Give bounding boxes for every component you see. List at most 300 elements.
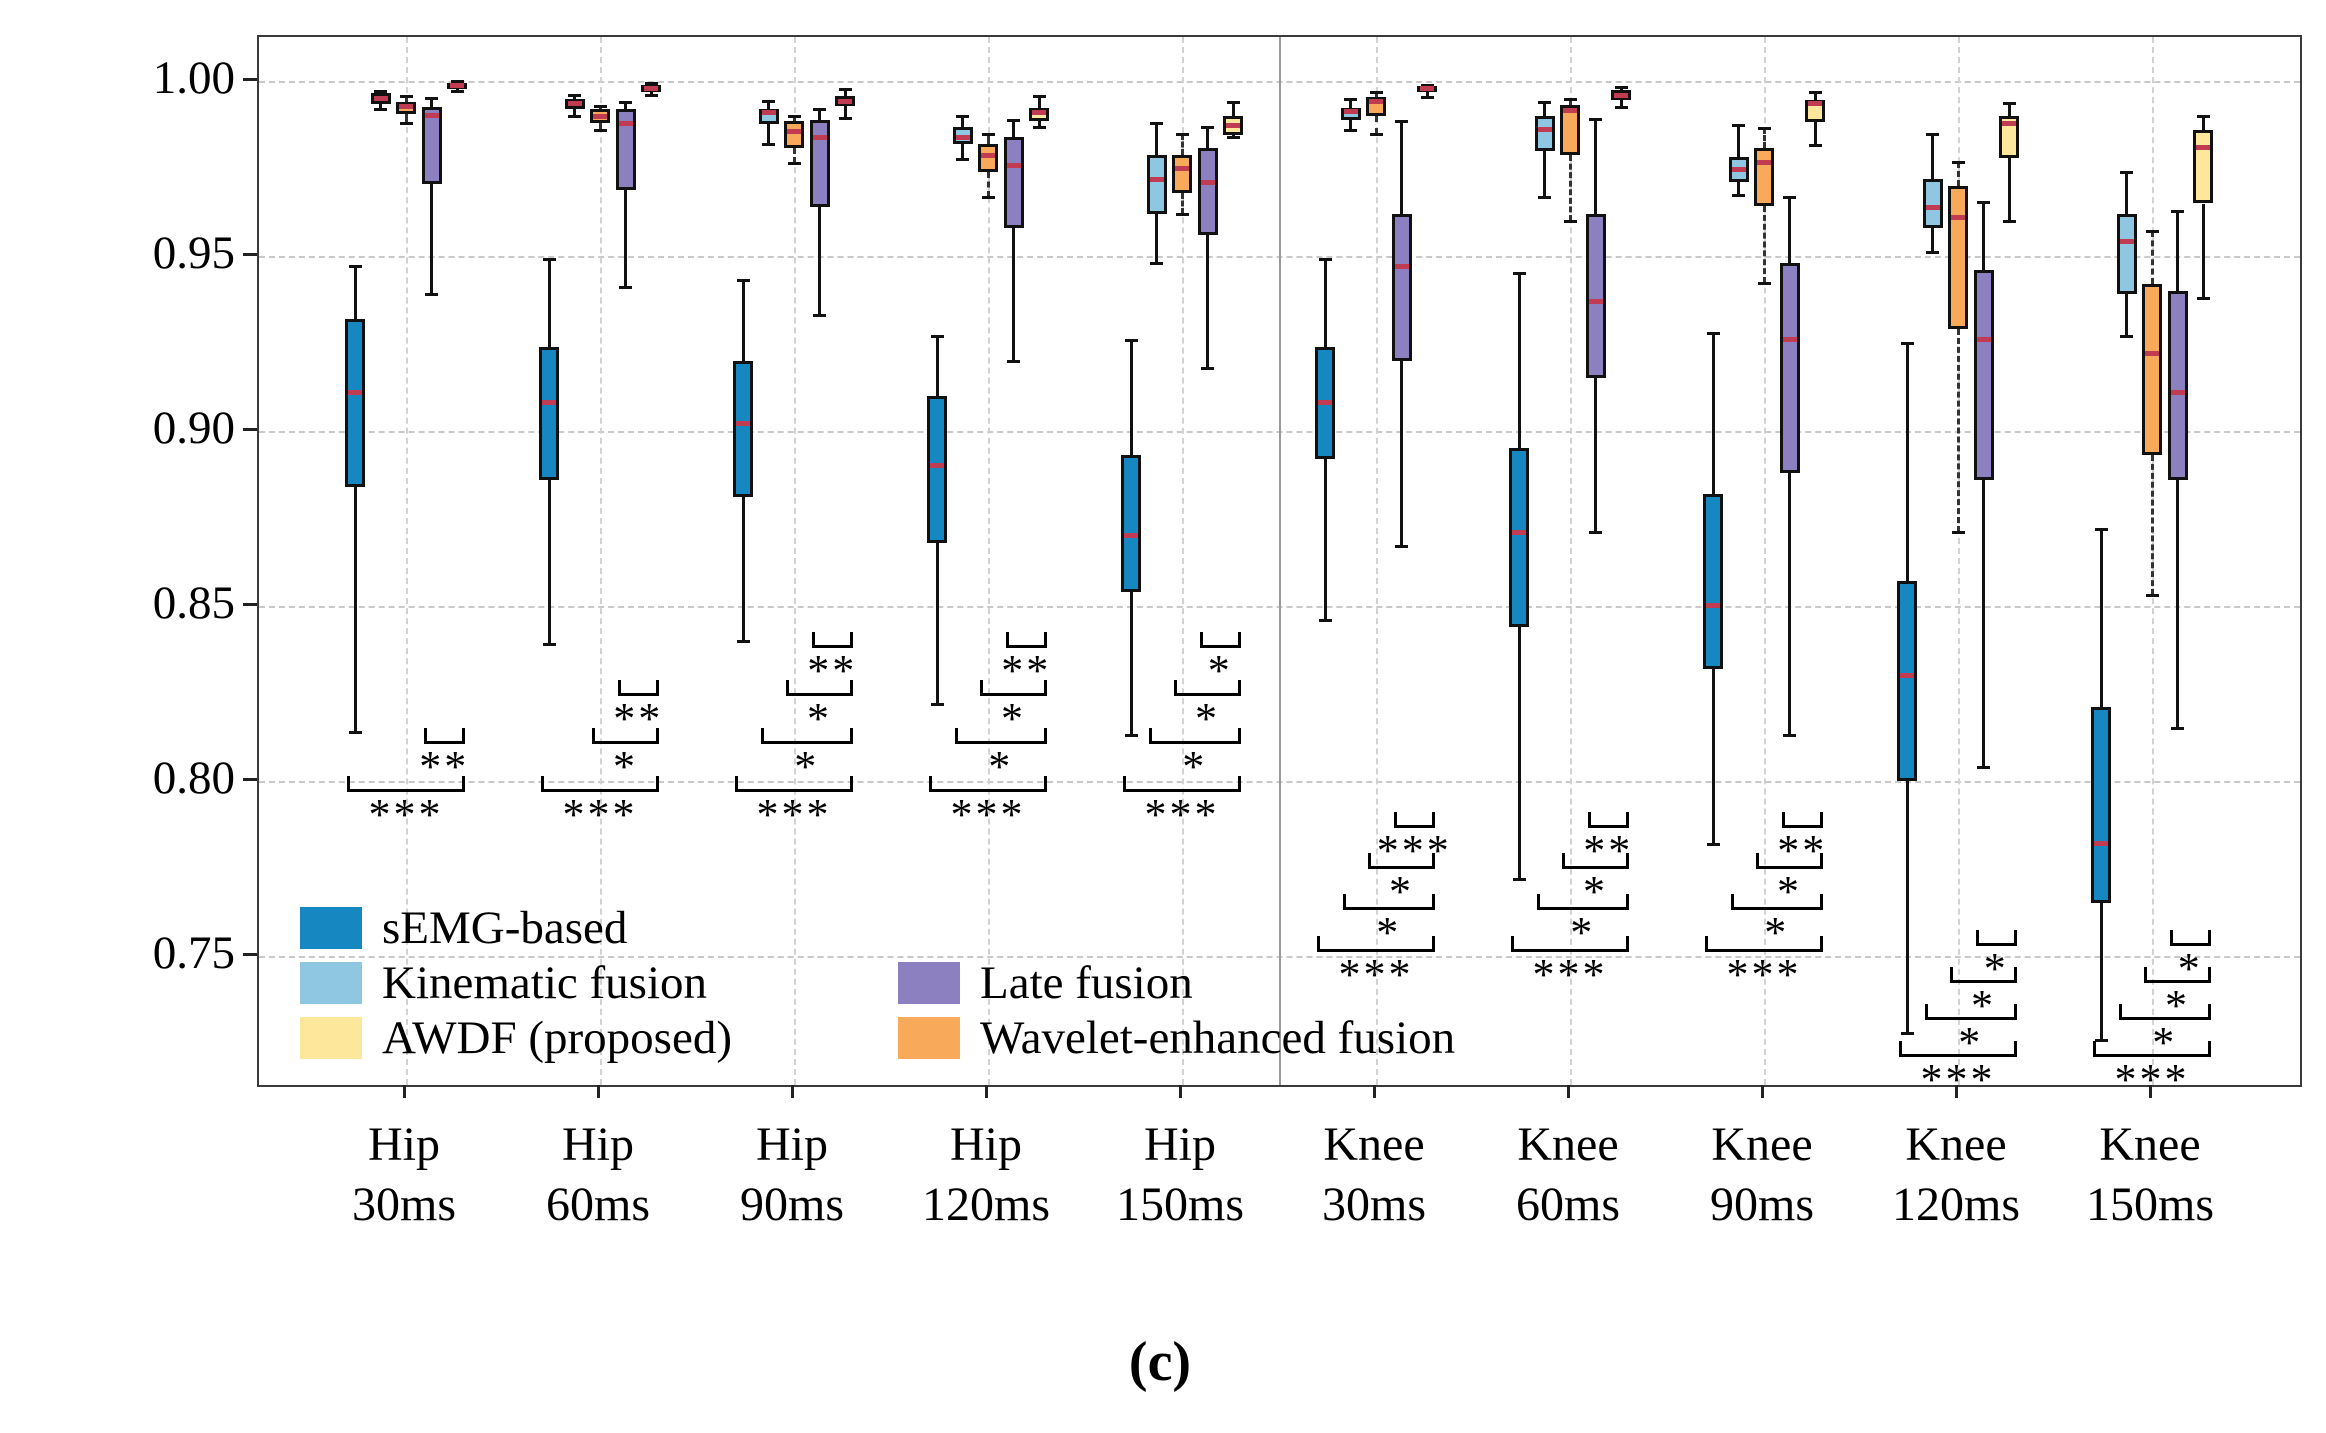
iqr-box — [2142, 284, 2162, 455]
whisker-cap-lower — [400, 122, 413, 125]
bracket-tick-left — [2093, 1041, 2096, 1054]
whisker-cap-upper — [813, 108, 826, 111]
whisker-lower — [2125, 294, 2128, 336]
whisker-upper — [2202, 116, 2205, 130]
iqr-box — [1780, 263, 1800, 473]
whisker-cap-upper — [737, 279, 750, 282]
median-line — [930, 463, 944, 468]
whisker-lower — [2176, 480, 2179, 728]
iqr-box — [1172, 155, 1192, 193]
whisker-lower — [1400, 361, 1403, 546]
whisker-upper — [2151, 231, 2154, 283]
whisker-upper — [936, 336, 939, 395]
whisker-upper — [2125, 172, 2128, 214]
y-tick-mark — [243, 603, 257, 606]
iqr-box — [422, 107, 442, 184]
bracket-tick-right — [2208, 930, 2211, 943]
iqr-box — [1586, 214, 1606, 378]
median-line — [348, 390, 362, 395]
median-line — [542, 400, 556, 405]
whisker-cap-lower — [1227, 136, 1240, 139]
significance-stars: *** — [1920, 1054, 1996, 1104]
median-line — [736, 421, 750, 426]
whisker-cap-upper — [982, 133, 995, 136]
median-line — [1150, 177, 1164, 182]
whisker-cap-lower — [1589, 531, 1602, 534]
y-tick-mark — [243, 78, 257, 81]
bracket-tick-right — [850, 632, 853, 645]
whisker-lower — [2008, 158, 2011, 221]
iqr-box — [1754, 148, 1774, 206]
x-tick-label: Hip 120ms — [921, 1118, 1050, 1231]
bracket-tick-left — [424, 728, 427, 741]
whisker-lower — [1737, 182, 1740, 195]
iqr-box — [733, 361, 753, 497]
median-line — [2002, 121, 2016, 126]
significance-stars: ** — [1001, 645, 1052, 695]
whisker-lower — [1931, 228, 1934, 252]
whisker-cap-upper — [956, 115, 969, 118]
y-tick-label: 1.00 — [152, 52, 235, 105]
significance-stars: ** — [613, 693, 664, 743]
median-line — [1706, 603, 1720, 608]
bracket-tick-left — [2170, 930, 2173, 943]
significance-stars: *** — [1376, 825, 1452, 875]
iqr-box — [2091, 707, 2111, 903]
legend-swatch-kinematic — [300, 962, 362, 1004]
whisker-cap-lower — [1977, 766, 1990, 769]
whisker-lower — [793, 148, 796, 163]
whisker-cap-lower — [1809, 144, 1822, 147]
whisker-lower — [767, 124, 770, 144]
median-line — [1124, 533, 1138, 538]
whisker-cap-lower — [762, 143, 775, 146]
iqr-box — [345, 319, 365, 487]
significance-stars: ** — [419, 742, 470, 792]
whisker-cap-upper — [762, 100, 775, 103]
median-line — [1318, 400, 1332, 405]
whisker-cap-lower — [1201, 367, 1214, 370]
median-line — [1538, 127, 1552, 132]
iqr-box — [1560, 105, 1580, 154]
whisker-lower — [2202, 204, 2205, 298]
median-line — [981, 153, 995, 158]
whisker-cap-lower — [451, 90, 464, 93]
whisker-lower — [1324, 459, 1327, 620]
legend-swatch-late — [898, 962, 960, 1004]
median-line — [2145, 351, 2159, 356]
significance-stars: * — [1983, 944, 2009, 994]
whisker-upper — [1543, 102, 1546, 116]
whisker-cap-lower — [619, 286, 632, 289]
y-tick-mark — [243, 778, 257, 781]
bracket-tick-left — [1317, 936, 1320, 949]
whisker-cap-lower — [1732, 194, 1745, 197]
median-line — [1589, 299, 1603, 304]
bracket-tick-left — [1899, 1041, 1902, 1054]
whisker-cap-lower — [645, 94, 658, 97]
whisker-cap-upper — [1370, 91, 1383, 94]
iqr-box — [784, 121, 804, 148]
iqr-box — [2193, 130, 2213, 203]
whisker-cap-upper — [931, 335, 944, 338]
whisker-lower — [1181, 193, 1184, 214]
median-line — [1369, 99, 1383, 104]
bracket-tick-right — [1432, 812, 1435, 825]
bracket-tick-left — [1006, 632, 1009, 645]
whisker-cap-upper — [2197, 115, 2210, 118]
whisker-cap-lower — [1150, 262, 1163, 265]
significance-stars: * — [1777, 867, 1802, 917]
legend-swatch-awdf — [300, 1017, 362, 1059]
significance-stars: * — [1958, 1017, 1984, 1067]
significance-stars: ** — [1777, 825, 1828, 875]
whisker-lower — [1594, 378, 1597, 532]
whisker-cap-lower — [2003, 220, 2016, 223]
significance-stars: * — [613, 742, 638, 792]
whisker-cap-upper — [1926, 133, 1939, 136]
bracket-tick-left — [1511, 936, 1514, 949]
whisker-cap-upper — [1952, 161, 1965, 164]
significance-stars: * — [794, 742, 820, 792]
whisker-lower — [961, 144, 964, 159]
whisker-upper — [354, 266, 357, 318]
x-tick-label: Hip 90ms — [739, 1118, 844, 1231]
y-tick-label: 0.75 — [152, 926, 235, 979]
whisker-lower — [936, 543, 939, 704]
whisker-cap-upper — [2120, 171, 2133, 174]
bracket-tick-left — [1976, 930, 1979, 943]
whisker-cap-lower — [425, 293, 438, 296]
whisker-lower — [1130, 592, 1133, 735]
legend-swatch-wavelet — [898, 1017, 960, 1059]
whisker-cap-lower — [594, 129, 607, 132]
bracket-tick-left — [1588, 812, 1591, 825]
median-line — [568, 101, 582, 106]
legend-label-semg: sEMG-based — [382, 902, 628, 954]
iqr-box — [2117, 214, 2137, 294]
whisker-cap-upper — [1150, 122, 1163, 125]
median-line — [838, 99, 852, 104]
whisker-upper — [1957, 162, 1960, 186]
iqr-box — [2168, 291, 2188, 480]
x-tick-mark — [1761, 1085, 1764, 1098]
median-line — [1757, 160, 1771, 165]
whisker-upper — [1712, 333, 1715, 494]
x-tick-mark — [1373, 1085, 1376, 1098]
whisker-cap-upper — [543, 258, 556, 261]
legend-label-awdf: AWDF (proposed) — [382, 1012, 732, 1064]
x-tick-label: Knee 120ms — [1891, 1118, 2020, 1231]
whisker-upper — [1324, 259, 1327, 346]
whisker-cap-upper — [2003, 102, 2016, 105]
whisker-cap-lower — [1513, 878, 1526, 881]
iqr-box — [1535, 116, 1555, 151]
whisker-cap-upper — [1809, 91, 1822, 94]
whisker-cap-lower — [931, 703, 944, 706]
whisker-cap-upper — [788, 115, 801, 118]
bracket-tick-left — [735, 776, 738, 789]
median-line — [1614, 93, 1628, 98]
whisker-cap-lower — [1707, 843, 1720, 846]
median-line — [1201, 180, 1215, 185]
bracket-tick-left — [1705, 936, 1708, 949]
whisker-upper — [1982, 202, 1985, 270]
significance-stars: * — [1376, 908, 1402, 958]
x-tick-mark — [597, 1085, 600, 1098]
whisker-cap-lower — [956, 158, 969, 161]
significance-stars: ** — [1583, 825, 1634, 875]
median-line — [1420, 86, 1434, 91]
whisker-cap-upper — [839, 88, 852, 91]
section-separator-line — [1279, 37, 1281, 1085]
median-line — [1808, 101, 1822, 106]
whisker-cap-upper — [1227, 101, 1240, 104]
median-line — [2094, 841, 2108, 846]
whisker-upper — [1155, 123, 1158, 154]
whisker-cap-lower — [1033, 126, 1046, 129]
whisker-cap-upper — [1977, 201, 1990, 204]
whisker-lower — [2100, 903, 2103, 1039]
whisker-cap-lower — [1926, 251, 1939, 254]
iqr-box — [1198, 148, 1218, 235]
median-line — [1563, 108, 1577, 113]
whisker-cap-upper — [1707, 332, 1720, 335]
median-line — [2196, 145, 2210, 150]
bracket-tick-right — [1238, 632, 1241, 645]
whisker-cap-upper — [2146, 230, 2159, 233]
whisker-lower — [624, 190, 627, 288]
y-tick-label: 0.80 — [152, 751, 235, 804]
y-tick-mark — [243, 253, 257, 256]
x-tick-mark — [791, 1085, 794, 1098]
y-tick-label: 0.90 — [152, 401, 235, 454]
whisker-cap-lower — [1007, 360, 1020, 363]
whisker-lower — [1814, 122, 1817, 145]
x-tick-label: Knee 30ms — [1321, 1118, 1426, 1231]
x-tick-mark — [1179, 1085, 1182, 1098]
whisker-lower — [1957, 329, 1960, 532]
legend-label-kinematic: Kinematic fusion — [382, 957, 708, 1009]
median-line — [2120, 239, 2134, 244]
significance-stars: * — [1570, 908, 1596, 958]
significance-stars: *** — [368, 790, 444, 840]
whisker-cap-lower — [1758, 282, 1771, 285]
whisker-upper — [2176, 211, 2179, 291]
bracket-tick-left — [1200, 632, 1203, 645]
x-tick-mark — [1955, 1085, 1958, 1098]
bracket-tick-left — [1782, 812, 1785, 825]
whisker-cap-lower — [349, 731, 362, 734]
significance-stars: * — [2165, 981, 2190, 1031]
whisker-cap-lower — [1564, 220, 1577, 223]
x-tick-mark — [985, 1085, 988, 1098]
median-line — [399, 104, 413, 109]
whisker-cap-lower — [1370, 133, 1383, 136]
significance-stars: *** — [950, 790, 1026, 840]
whisker-cap-lower — [568, 115, 581, 118]
iqr-box — [927, 396, 947, 543]
whisker-lower — [354, 487, 357, 732]
significance-stars: * — [1764, 908, 1790, 958]
median-line — [450, 83, 464, 88]
iqr-box — [1948, 186, 1968, 329]
whisker-cap-lower — [1344, 129, 1357, 132]
iqr-box — [1004, 137, 1024, 228]
iqr-box — [1121, 455, 1141, 591]
median-line — [1900, 673, 1914, 678]
y-tick-mark — [243, 953, 257, 956]
x-tick-label: Knee 90ms — [1709, 1118, 1814, 1231]
bracket-tick-right — [1626, 812, 1629, 825]
significance-stars: * — [1195, 693, 1220, 743]
median-line — [1926, 205, 1940, 210]
whisker-lower — [818, 207, 821, 315]
bracket-tick-right — [1044, 632, 1047, 645]
whisker-cap-lower — [2197, 297, 2210, 300]
significance-stars: * — [1207, 645, 1233, 695]
median-line — [813, 135, 827, 140]
whisker-cap-lower — [788, 162, 801, 165]
bracket-tick-left — [929, 776, 932, 789]
median-line — [787, 129, 801, 134]
whisker-cap-upper — [1201, 126, 1214, 129]
significance-stars: *** — [1338, 949, 1414, 999]
whisker-lower — [430, 184, 433, 294]
iqr-box — [539, 347, 559, 480]
whisker-upper — [742, 280, 745, 360]
whisker-lower — [1543, 151, 1546, 196]
whisker-cap-lower — [737, 640, 750, 643]
bracket-tick-right — [462, 728, 465, 741]
x-tick-label: Hip 60ms — [545, 1118, 650, 1231]
significance-stars: * — [988, 742, 1014, 792]
median-line — [1783, 337, 1797, 342]
whisker-cap-lower — [1538, 196, 1551, 199]
significance-stars: * — [1971, 981, 1996, 1031]
whisker-cap-upper — [1007, 119, 1020, 122]
median-line — [425, 113, 439, 118]
whisker-cap-upper — [1783, 196, 1796, 199]
significance-stars: * — [1182, 742, 1208, 792]
iqr-box — [1703, 494, 1723, 669]
whisker-upper — [548, 259, 551, 346]
whisker-cap-lower — [1395, 545, 1408, 548]
whisker-cap-upper — [2095, 528, 2108, 531]
legend-label-late: Late fusion — [980, 957, 1193, 1009]
whisker-upper — [1906, 343, 1909, 581]
whisker-cap-upper — [619, 101, 632, 104]
median-line — [1032, 110, 1046, 115]
iqr-box — [810, 120, 830, 207]
whisker-lower — [1788, 473, 1791, 735]
median-line — [1226, 123, 1240, 128]
whisker-cap-upper — [1319, 258, 1332, 261]
median-line — [1951, 215, 1965, 220]
whisker-cap-lower — [2120, 335, 2133, 338]
significance-stars: * — [1001, 693, 1026, 743]
whisker-cap-upper — [568, 94, 581, 97]
whisker-lower — [548, 480, 551, 644]
bracket-tick-left — [541, 776, 544, 789]
whisker-cap-lower — [1176, 213, 1189, 216]
whisker-lower — [1375, 116, 1378, 133]
whisker-cap-lower — [982, 196, 995, 199]
whisker-cap-lower — [839, 117, 852, 120]
significance-stars: *** — [1532, 949, 1608, 999]
x-tick-label: Hip 150ms — [1115, 1118, 1244, 1231]
iqr-box — [1392, 214, 1412, 361]
whisker-upper — [1594, 119, 1597, 214]
significance-stars: *** — [756, 790, 832, 840]
whisker-upper — [2100, 529, 2103, 707]
whisker-lower — [1712, 669, 1715, 844]
significance-stars: *** — [1144, 790, 1220, 840]
median-line — [593, 114, 607, 119]
x-tick-label: Knee 60ms — [1515, 1118, 1620, 1231]
x-tick-label: Hip 30ms — [351, 1118, 456, 1231]
significance-stars: * — [1389, 867, 1414, 917]
median-line — [1175, 166, 1189, 171]
whisker-upper — [1130, 340, 1133, 455]
median-line — [762, 110, 776, 115]
whisker-cap-upper — [1758, 127, 1771, 130]
whisker-cap-upper — [1732, 124, 1745, 127]
whisker-lower — [1155, 214, 1158, 263]
whisker-cap-upper — [1125, 339, 1138, 342]
median-line — [619, 121, 633, 126]
whisker-cap-lower — [1783, 734, 1796, 737]
median-line — [1007, 163, 1021, 168]
median-line — [1395, 264, 1409, 269]
whisker-upper — [1931, 134, 1934, 179]
whisker-lower — [1518, 627, 1521, 879]
iqr-box — [1974, 270, 1994, 480]
median-line — [956, 135, 970, 140]
whisker-upper — [1518, 273, 1521, 448]
significance-stars: *** — [1726, 949, 1802, 999]
whisker-cap-upper — [1033, 95, 1046, 98]
whisker-cap-upper — [1395, 120, 1408, 123]
median-line — [644, 86, 658, 91]
bracket-tick-left — [1394, 812, 1397, 825]
whisker-upper — [1012, 120, 1015, 137]
x-tick-mark — [1567, 1085, 1570, 1098]
whisker-lower — [987, 172, 990, 196]
whisker-upper — [1737, 125, 1740, 156]
whisker-cap-lower — [1125, 734, 1138, 737]
iqr-box — [1509, 448, 1529, 626]
whisker-lower — [742, 497, 745, 640]
bracket-tick-right — [2014, 930, 2017, 943]
whisker-cap-upper — [2171, 210, 2184, 213]
whisker-cap-lower — [1421, 96, 1434, 99]
whisker-cap-lower — [1615, 106, 1628, 109]
whisker-cap-upper — [349, 265, 362, 268]
whisker-cap-lower — [1319, 619, 1332, 622]
whisker-cap-upper — [1176, 133, 1189, 136]
y-tick-mark — [243, 428, 257, 431]
x-gridline — [794, 37, 796, 1085]
median-line — [1512, 530, 1526, 535]
whisker-upper — [1400, 121, 1403, 214]
whisker-cap-lower — [374, 108, 387, 111]
whisker-lower — [1982, 480, 1985, 767]
bracket-tick-left — [1123, 776, 1126, 789]
bracket-tick-right — [656, 680, 659, 693]
whisker-cap-lower — [543, 643, 556, 646]
whisker-cap-upper — [1513, 272, 1526, 275]
